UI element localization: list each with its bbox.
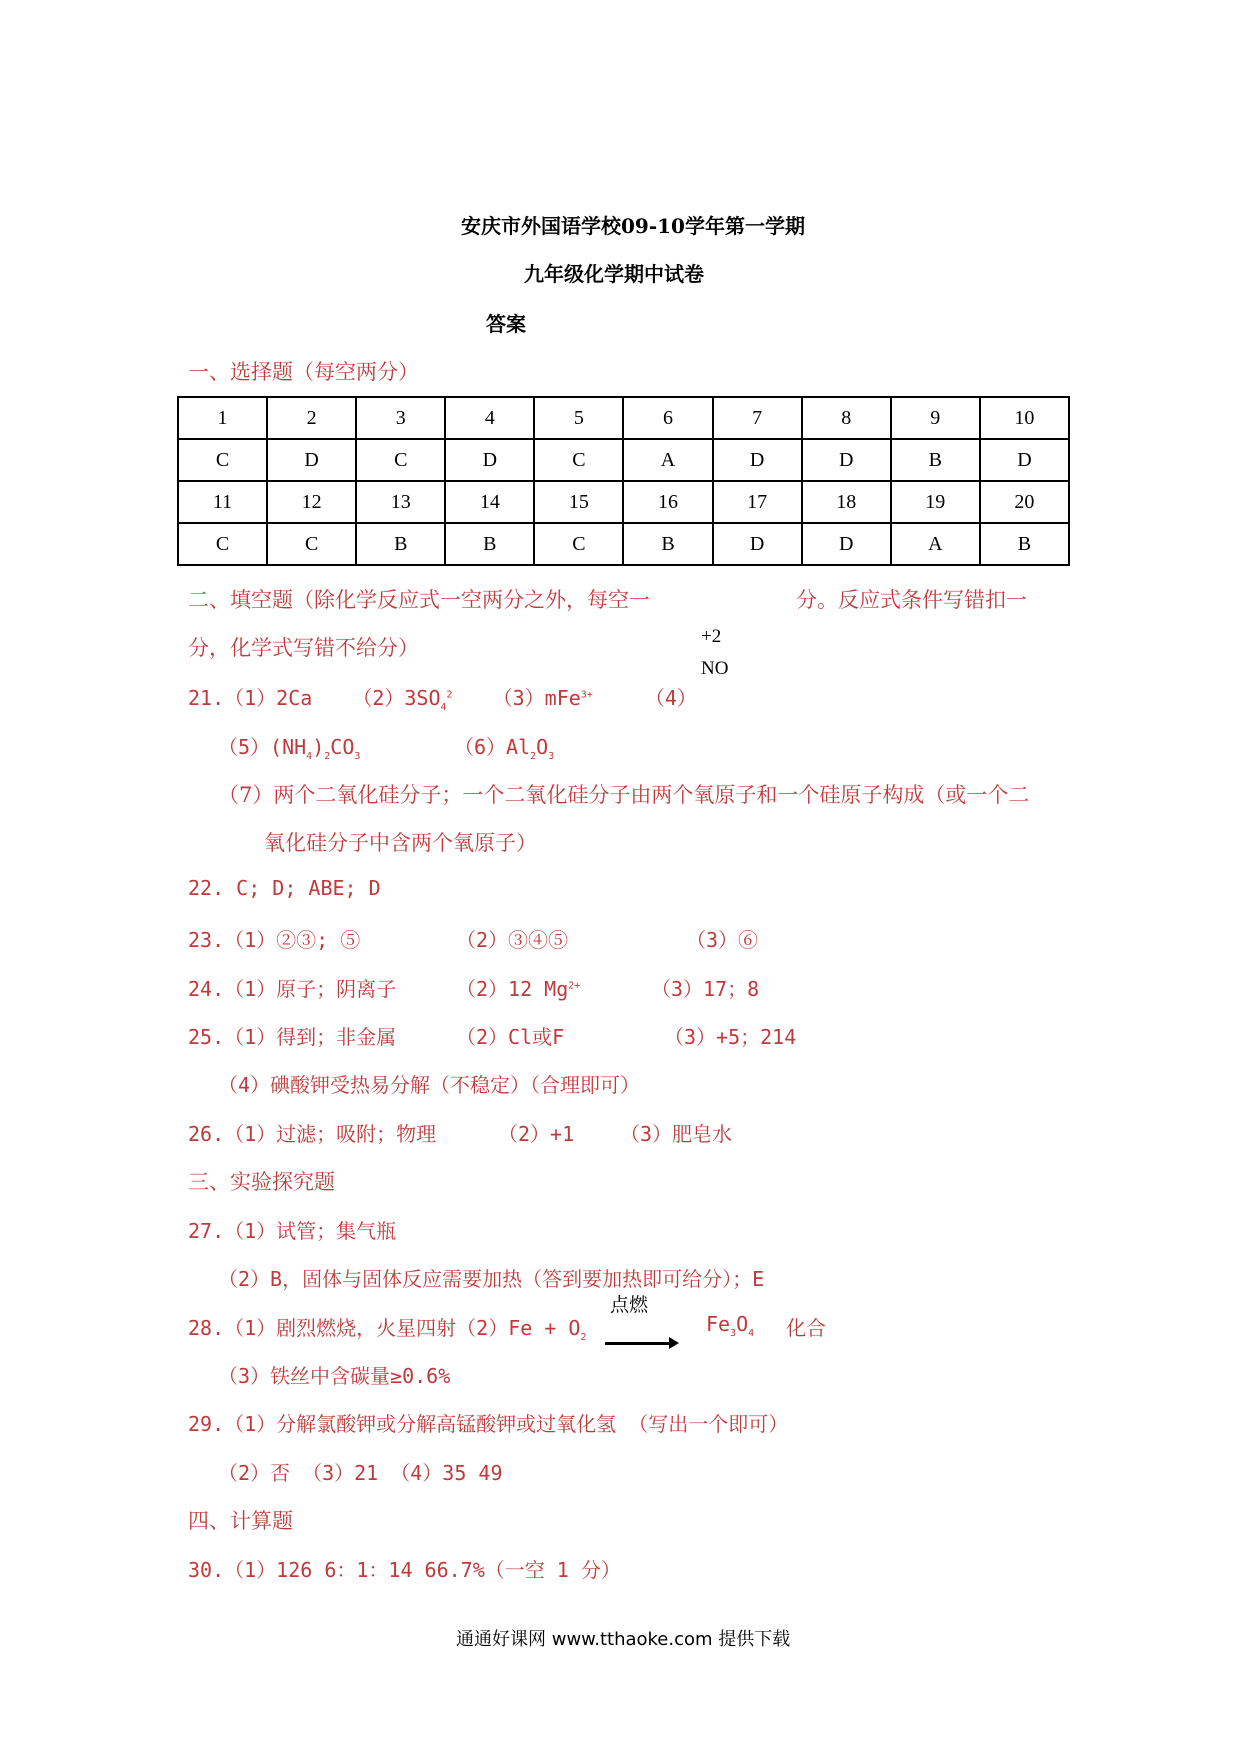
table-row-numbers [178, 397, 1069, 439]
section4-heading: 四、计算题 [188, 1509, 293, 1533]
section2-heading-b: 分。反应式条件写错扣一 [796, 588, 1027, 612]
answer-table [177, 396, 1070, 566]
q30: 30.（1）126 6：1：14 66.7%（一空 1 分） [188, 1558, 621, 1582]
table-cell: 14 [445, 481, 534, 523]
footer-credit: 通通好课网 www.tthaoke.com 提供下载 [456, 1629, 791, 1650]
table-cell: B [445, 523, 534, 565]
q21-1: 21.（1）2Ca [188, 686, 313, 710]
table-cell: 2 [267, 397, 356, 439]
table-cell: 18 [802, 481, 891, 523]
table-cell: 9 [891, 397, 980, 439]
q25-1: 25.（1）得到；非金属 [188, 1025, 397, 1049]
table-cell: 7 [713, 397, 802, 439]
table-row-answers [178, 523, 1069, 565]
table-cell: 16 [623, 481, 712, 523]
q28-type: 化合 [786, 1316, 826, 1340]
table-cell: 15 [534, 481, 623, 523]
q21-4: （4） [644, 686, 697, 710]
q21-6: $(6)Al_2O_3$ [454, 735, 555, 762]
table-cell: B [980, 523, 1069, 565]
table-cell: B [623, 523, 712, 565]
table-cell: D [802, 523, 891, 565]
answer-heading: 答案 [486, 312, 526, 336]
table-cell: D [802, 439, 891, 481]
table-cell: 20 [980, 481, 1069, 523]
section2-heading-c: 分，化学式写错不给分） [188, 636, 419, 660]
table-row-numbers [178, 481, 1069, 523]
table-cell: 5 [534, 397, 623, 439]
no-formula: NO [701, 658, 729, 679]
table-cell: A [623, 439, 712, 481]
table-cell: C [267, 523, 356, 565]
table-cell: B [356, 523, 445, 565]
table-cell: 8 [802, 397, 891, 439]
q25-2: （2）Cl或F [456, 1025, 565, 1049]
q23-1: 23.（1）②③; ⑤ [188, 928, 361, 952]
reaction-arrow-icon [605, 1342, 675, 1345]
table-cell: D [980, 439, 1069, 481]
table-cell: C [178, 439, 267, 481]
table-cell: 1 [178, 397, 267, 439]
q26-1: 26.（1）过滤；吸附；物理 [188, 1122, 437, 1146]
table-cell: C [534, 523, 623, 565]
q27-2: （2）B，固体与固体反应需要加热（答到要加热即可给分）；E [218, 1267, 765, 1291]
section3-heading: 三、实验探究题 [188, 1170, 335, 1194]
table-cell: 11 [178, 481, 267, 523]
table-cell: 4 [445, 397, 534, 439]
table-cell: D [713, 523, 802, 565]
table-cell: C [178, 523, 267, 565]
q22: 22. C; D; ABE; D [188, 876, 381, 900]
q28-3: （3）铁丝中含碳量≥0.6% [218, 1364, 451, 1388]
q26-3: （3）肥皂水 [620, 1122, 733, 1146]
q23-2: （2）③④⑤ [456, 928, 569, 952]
q21-5: $(5)(NH_4)_2CO_3$ [218, 735, 361, 762]
q24-2: （2）12 $Mg^{2+}$ [456, 977, 581, 1001]
q24-1: 24.（1）原子；阴离子 [188, 977, 397, 1001]
table-cell: 13 [356, 481, 445, 523]
q28-condition: 点燃 [610, 1294, 649, 1316]
q28-1: 28.（1）剧烈燃烧，火星四射$(2)Fe + O_2$ [188, 1316, 587, 1343]
q21-line1 [188, 682, 697, 713]
table-cell: D [445, 439, 534, 481]
table-cell: A [891, 523, 980, 565]
table-cell: 6 [623, 397, 712, 439]
q28-product: $Fe_3O_4$ [706, 1312, 755, 1339]
q21-7a: （7）两个二氧化硅分子；一个二氧化硅分子由两个氧原子和一个硅原子构成（或一个二 [218, 783, 1030, 807]
doc-subtitle: 九年级化学期中试卷 [524, 262, 704, 286]
table-cell: C [356, 439, 445, 481]
doc-title: 安庆市外国语学校09-10学年第一学期 [461, 214, 805, 238]
table-cell: D [267, 439, 356, 481]
q29-1: 29.（1）分解氯酸钾或分解高锰酸钾或过氧化氢 （写出一个即可） [188, 1412, 789, 1436]
q24-3: （3）17；8 [651, 977, 760, 1001]
q23-3: （3）⑥ [686, 928, 759, 952]
table-cell: D [713, 439, 802, 481]
section1-heading: 一、选择题（每空两分） [188, 360, 419, 384]
no-charge-label: +2 [701, 626, 722, 647]
table-cell: 3 [356, 397, 445, 439]
q21-3: （3）mFe$^{3+}$ [492, 686, 593, 710]
q21-2: $(2)3SO_4^2$ [352, 686, 453, 713]
table-cell: 12 [267, 481, 356, 523]
q21-7b: 氧化硅分子中含两个氧原子） [264, 831, 537, 855]
table-cell: 19 [891, 481, 980, 523]
table-cell: B [891, 439, 980, 481]
q26-2: （2）+1 [498, 1122, 575, 1146]
table-cell: C [534, 439, 623, 481]
table-cell: 17 [713, 481, 802, 523]
table-row-answers [178, 439, 1069, 481]
q25-4: （4）碘酸钾受热易分解（不稳定）（合理即可） [218, 1073, 641, 1097]
q29-2: （2）否 （3）21 （4）35 49 [218, 1461, 503, 1485]
q27-1: 27.（1）试管；集气瓶 [188, 1219, 397, 1243]
table-cell: 10 [980, 397, 1069, 439]
section2-heading-a: 二、填空题（除化学反应式一空两分之外，每空一 [188, 588, 650, 612]
q25-3: （3）+5；214 [664, 1025, 797, 1049]
